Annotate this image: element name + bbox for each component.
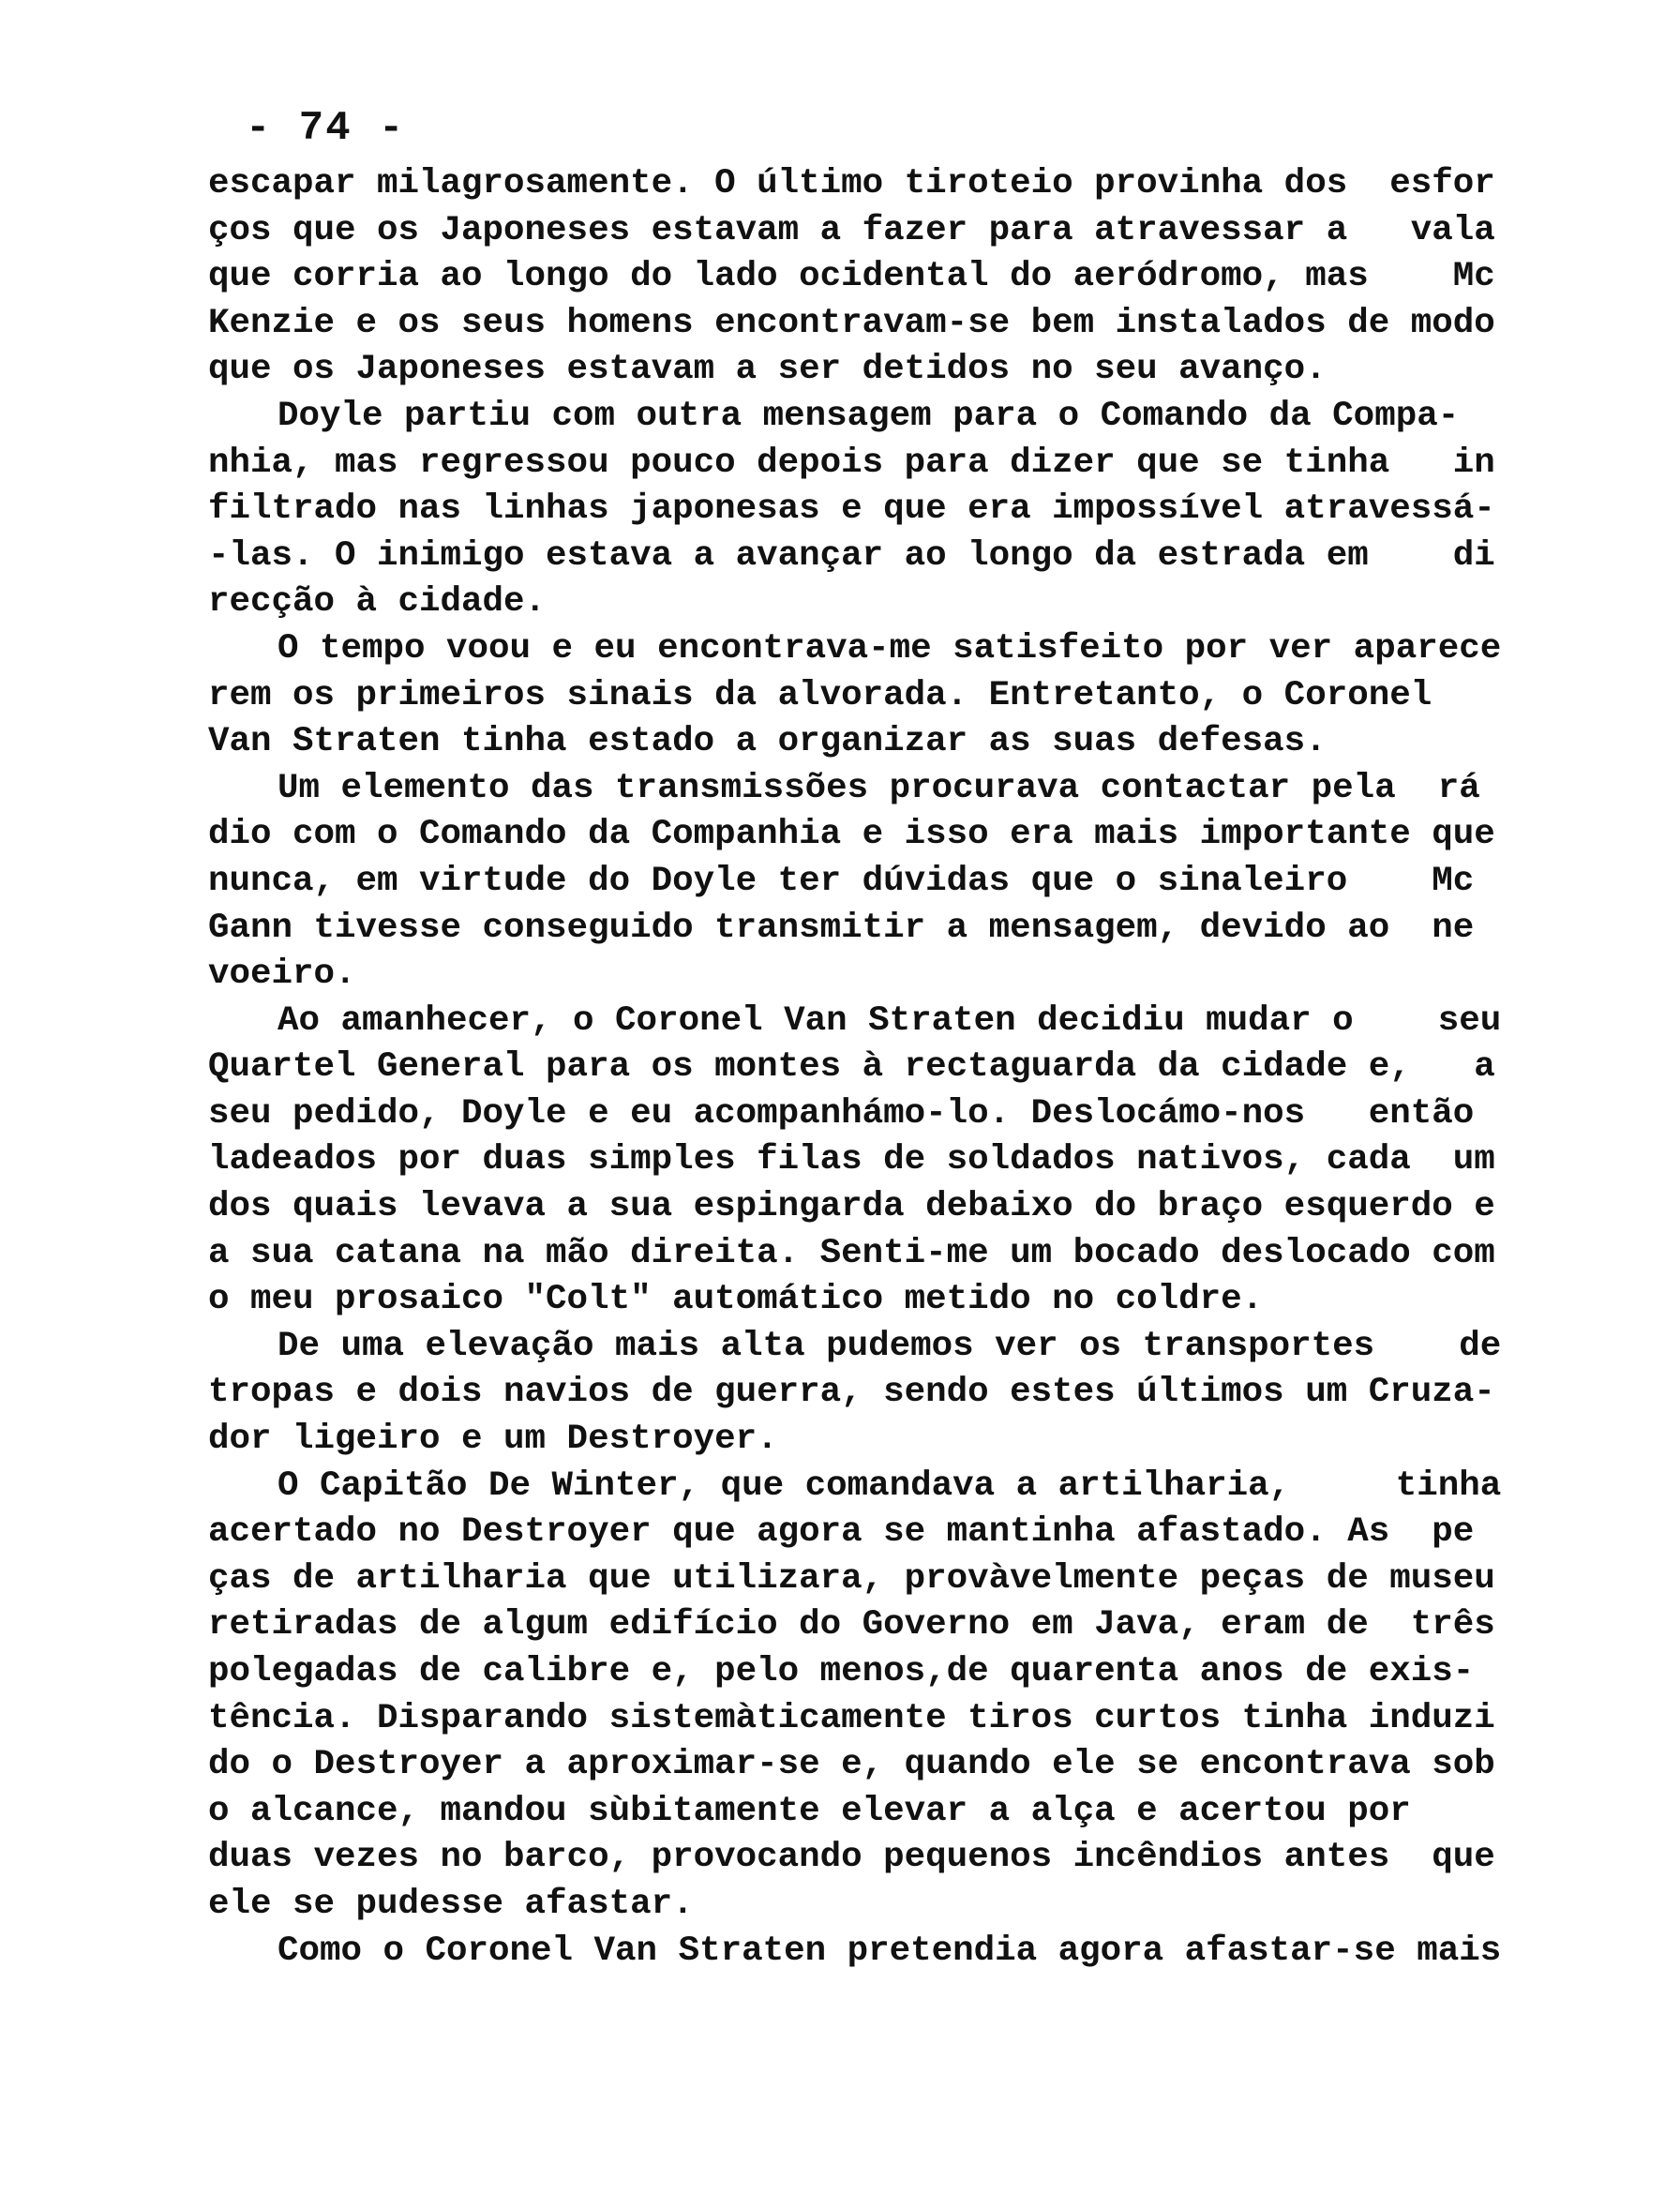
text-line: acertado no Destroyer que agora se mantinha afastado. As pe [208,1512,1475,1553]
text-line: -las. O inimigo estava a avançar ao longo da estrada em di [208,535,1495,576]
text-line: do o Destroyer a aproximar-se e, quando ele se encontrava sob [208,1745,1495,1785]
text-line: dio com o Comando da Companhia e isso era mais importante que [208,815,1495,855]
paragraph [208,999,1652,1324]
text-line: ladeados por duas simples filas de soldados nativos, cada um [208,1140,1495,1180]
text-line: O Capitão De Winter, que comandava a artilharia, tinha [278,1465,1502,1506]
text-line: polegadas de calibre e, pelo menos,de quarenta anos de exis- [208,1652,1475,1691]
text-line: Doyle partiu com outra mensagem para o Comando da Compa- [278,396,1460,436]
text-line: filtrado nas linhas japonesas e que era impossível atravessá- [208,489,1495,530]
text-line: ças de artilharia que utilizara, provàvelmente peças de museu [208,1558,1495,1599]
text-line: que os Japoneses estavam a ser detidos no seu avanço. [208,350,1327,390]
paragraph [208,1464,1652,1929]
paragraph [208,161,1652,394]
text-line: nhia, mas regressou pouco depois para dizer que se tinha in [208,443,1495,483]
paragraph [208,766,1652,999]
text-line: que corria ao longo do lado ocidental do aeródromo, mas Mc [208,257,1495,297]
text-line: ços que os Japoneses estavam a fazer para atravessar a vala [208,210,1495,250]
text-line: duas vezes no barco, provocando pequenos incêndios antes que [208,1838,1495,1878]
text-line: dor ligeiro e um Destroyer. [208,1420,778,1460]
text-line: dos quais levava a sua espingarda debaixo do braço esquerdo e [208,1187,1495,1227]
text-line: Como o Coronel Van Straten pretendia agora afastar-se mais [278,1931,1502,1971]
page-number: - 74 - [246,105,406,152]
text-line: tropas e dois navios de guerra, sendo estes últimos um Cruza- [208,1373,1495,1413]
text-line: Um elemento das transmissões procurava contactar pela rá [278,768,1480,808]
paragraph [208,1929,1652,1976]
text-line: ele se pudesse afastar. [208,1884,694,1924]
paragraph [208,626,1652,766]
text-line: o meu prosaico "Colt" automático metido no coldre. [208,1280,1264,1320]
paragraph [208,1324,1652,1464]
text-line: nunca, em virtude do Doyle ter dúvidas que o sinaleiro Mc [208,861,1475,901]
text-line: Ao amanhecer, o Coronel Van Straten decidiu mudar o seu [278,1000,1502,1041]
body-text [208,161,1652,1975]
text-line: O tempo voou e eu encontrava-me satisfeito por ver aparece [278,628,1502,669]
text-line: Van Straten tinha estado a organizar as suas defesas. [208,722,1327,762]
text-line: rem os primeiros sinais da alvorada. Entretanto, o Coronel [208,675,1432,715]
text-line: tência. Disparando sistemàticamente tiros curtos tinha induzi [208,1698,1495,1738]
text-line: o alcance, mandou sùbitamente elevar a alça e acertou por [208,1791,1411,1831]
text-line: recção à cidade. [208,582,547,623]
text-line: seu pedido, Doyle e eu acompanhámo-lo. Deslocámo-nos então [208,1093,1475,1134]
text-line: retiradas de algum edifício do Governo em Java, eram de três [208,1605,1495,1646]
text-line: Kenzie e os seus homens encontravam-se bem instalados de modo [208,303,1495,343]
text-line: Quartel General para os montes à rectaguarda da cidade e, a [208,1047,1495,1088]
text-line: a sua catana na mão direita. Senti-me um bocado deslocado com [208,1233,1495,1273]
text-line: De uma elevação mais alta pudemos ver os transportes de [278,1326,1502,1366]
text-line: Gann tivesse conseguido transmitir a mensagem, devido ao ne [208,908,1475,948]
text-line: voeiro. [208,954,356,995]
paragraph [208,394,1652,626]
text-line: escapar milagrosamente. O último tiroteio provinha dos esfor [208,164,1495,203]
